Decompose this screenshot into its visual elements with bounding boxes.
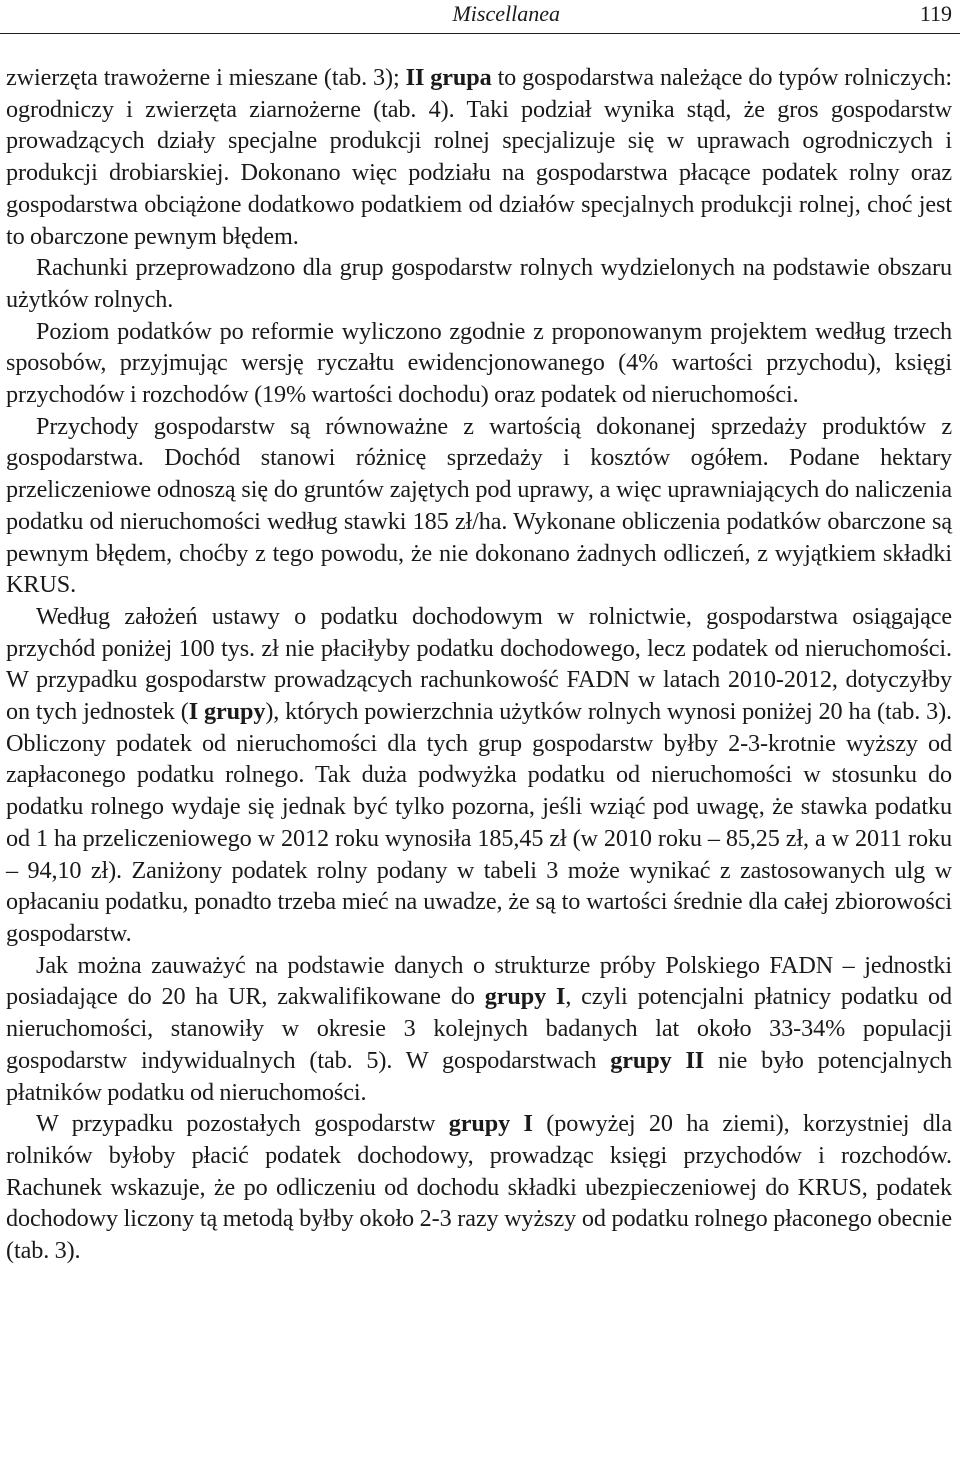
text-run: W przypadku pozostałych gospodarstw [36,1110,449,1138]
body-text [6,62,952,1267]
paragraph [6,950,952,1109]
bold-term: grupy II [610,1046,705,1074]
bold-term: grupy I [484,983,566,1011]
text-run: (powyżej 20 ha ziemi), korzystniej dla rolników byłoby płacić podatek dochodowy, prowadząc księgi przychodów i rozchodów. Rachunek wskazuje, że po odliczeniu od dochodu składki ubezpieczeniowej do KRUS, podatek dochodowy liczony tą metodą byłby około 2-3 razy wyższy od podatku rolnego płaconego obecnie (tab. 3). [6,1110,952,1265]
running-title: Miscellanea [452,1,560,26]
bold-term: I grupy [188,698,266,726]
paragraph [6,252,952,315]
paragraph [6,411,952,601]
paragraph [6,601,952,950]
text-run: ), których powierzchnia użytków rolnych wynosi poniżej 20 ha (tab. 3). Obliczony podatek od nieruchomości dla tych grup gospodarstw byłby 2-3-krotnie wyższy od zapłaconego podatku rolnego. Tak duża podwyżka podatku od nieruchomości w stosunku do podatku rolnego wydaje się jednak być tylko pozorna, jeśli wziąć pod uwagę, że stawka podatku od 1 ha przeliczeniowego w 2012 roku wynosiła 185,45 zł (w 2010 roku – 85,25 zł, a w 2011 roku – 94,10 zł). Zaniżony podatek rolny podany w tabeli 3 może wynikać z zastosowanych ulg w opłacaniu podatku, ponadto trzeba mieć na uwadze, że są to wartości średnie dla całej zbiorowości gospodarstw. [6,698,952,947]
header-rule [0,33,960,34]
paragraph [6,62,952,252]
text-run: Rachunki przeprowadzono dla grup gospodarstw rolnych wydzielonych na podstawie obszaru użytków rolnych. [6,254,952,313]
text-run: , czyli potencjalni płatnicy podatku od nieruchomości, stanowiły w okresie 3 kolejnych badanych lat około 33-34% populacji gospodarstw indywidualnych (tab. 5). W gospodarstwach [6,983,953,1074]
page-number: 119 [919,1,952,26]
page-header [0,0,960,34]
paragraph [6,1108,952,1267]
bold-term: II grupa [405,64,492,91]
text-run: nie było potencjalnych płatników podatku od nieruchomości. [6,1046,952,1106]
text-run: zwierzęta trawożerne i mieszane (tab. 3); [6,64,406,91]
text-run: to gospodarstwa należące do typów rolniczych: ogrodniczy i zwierzęta ziarnożerne (tab. 4). Taki podział wynika stąd, że gros gospodarstw prowadzących działy specjalne produkcji rolnej specjalizuje się w uprawach ogrodniczych i produkcji drobiarskiej. Dokonano więc podziału na gospodarstwa płacące podatek rolny oraz gospodarstwa obciążone dodatkowo podatkiem od działów specjalnych produkcji rolnej, choć jest to obarczone pewnym błędem. [6,64,953,250]
text-run: Przychody gospodarstw są równoważne z wartością dokonanej sprzedaży produktów z gospodarstwa. Dochód stanowi różnicę sprzedaży i kosztów ogółem. Podane hektary przeliczeniowe odnoszą się do gruntów zajętych pod uprawy, a więc uprawniających do naliczenia podatku od nieruchomości według stawki 185 zł/ha. Wykonane obliczenia podatków obarczone są pewnym błędem, choćby z tego powodu, że nie dokonano żadnych odliczeń, z wyjątkiem składki KRUS. [6,412,952,599]
text-run: Jak można zauważyć na podstawie danych o strukturze próby Polskiego FADN – jednostki posiadające do 20 ha UR, zakwalifikowane do [6,951,952,1011]
bold-term: grupy I [448,1110,533,1138]
text-run: Według założeń ustawy o podatku dochodowym w rolnictwie, gospodarstwa osiągające przychód poniżej 100 tys. zł nie płaciłyby podatku dochodowego, lecz podatek od nieruchomości. W przypadku gospodarstw prowadzących rachunkowość FADN w latach 2010-2012, dotyczyłby on tych jednostek ( [6,602,952,726]
text-run: Poziom podatków po reformie wyliczono zgodnie z proponowanym projektem według trzech sposobów, przyjmując wersję ryczałtu ewidencjonowanego (4% wartości przychodu), księgi przychodów i rozchodów (19% wartości dochodu) oraz podatek od nieruchomości. [6,317,952,409]
paragraph [6,316,952,411]
